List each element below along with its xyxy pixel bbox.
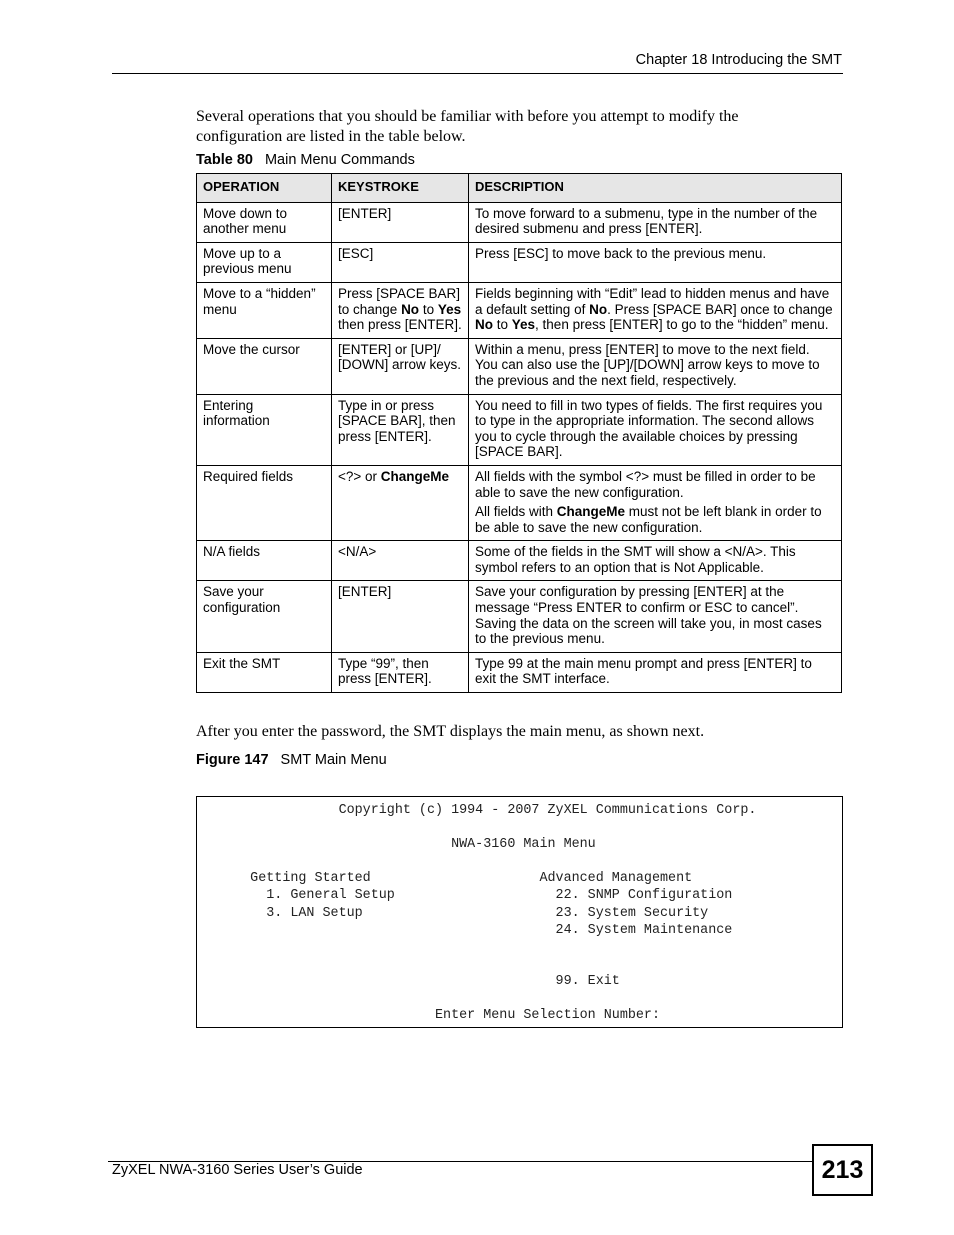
description-cell	[469, 465, 842, 540]
description-cell	[469, 282, 842, 338]
bold-term: ChangeMe	[556, 504, 626, 520]
figure-caption	[196, 752, 387, 768]
cell-text: [ENTER]	[338, 205, 392, 221]
cell-paragraph	[475, 504, 835, 535]
operation-cell	[197, 581, 332, 652]
operation-line: Required fields	[203, 468, 294, 484]
operation-cell	[197, 242, 332, 282]
cell-paragraph	[338, 656, 462, 687]
cell-paragraph	[475, 469, 835, 500]
cell-text: Some of the fields in the SMT will show a <N/A>. This symbol refers to an option that is Not Applicable.	[475, 544, 796, 575]
operation-cell	[197, 465, 332, 540]
cell-text: <?> or	[338, 468, 381, 484]
description-cell	[469, 202, 842, 242]
figure-caption-label: Figure 147	[196, 752, 269, 768]
table-row	[197, 242, 842, 282]
operation-line: Move down to	[203, 205, 288, 221]
cell-paragraph	[338, 342, 462, 373]
smt-main-menu-screen	[196, 796, 843, 1028]
table-row	[197, 202, 842, 242]
after-paragraph: After you enter the password, the SMT displays the main menu, as shown next.	[196, 723, 705, 740]
keystroke-cell	[332, 394, 469, 465]
description-cell	[469, 394, 842, 465]
description-cell	[469, 338, 842, 394]
cell-text: Type 99 at the main menu prompt and press [ENTER] to exit the SMT interface.	[475, 655, 812, 687]
cell-paragraph	[475, 544, 835, 575]
operation-line: Entering	[203, 397, 254, 413]
cell-text: Type in or press [SPACE BAR], then press [ENTER].	[338, 397, 456, 444]
intro-line: Several operations that you should be familiar with before you attempt to modify the	[196, 108, 739, 125]
keystroke-cell	[332, 338, 469, 394]
cell-text: Press [SPACE BAR] to change	[338, 285, 461, 317]
cell-text: , then press [ENTER] to go to the “hidden” menu.	[535, 317, 829, 333]
screen-line: Enter Menu Selection Number:	[210, 1008, 660, 1024]
table-row	[197, 338, 842, 394]
screen-line	[210, 819, 842, 836]
table-row	[197, 652, 842, 692]
keystroke-cell	[332, 202, 469, 242]
screen-line: Getting Started Advanced Management	[210, 871, 693, 887]
cell-text: [ENTER] or [UP]/ [DOWN] arrow keys.	[338, 341, 462, 373]
cell-text: To move forward to a submenu, type in the number of the desired submenu and press [ENTER].	[475, 205, 818, 237]
figure-caption-title: SMT Main Menu	[280, 752, 387, 768]
bold-term: Yes	[511, 317, 536, 333]
cell-paragraph	[475, 656, 835, 687]
header-description: DESCRIPTION	[469, 174, 842, 203]
cell-text: All fields with	[475, 504, 557, 520]
keystroke-cell	[332, 282, 469, 338]
operation-cell	[197, 394, 332, 465]
screen-line: NWA-3160 Main Menu	[210, 837, 596, 853]
operation-cell	[197, 652, 332, 692]
operation-line: Move the cursor	[203, 341, 300, 357]
operation-cell	[197, 338, 332, 394]
cell-text: then press [ENTER].	[338, 317, 462, 333]
screen-line	[210, 956, 842, 973]
bold-term: No	[475, 317, 493, 333]
operation-line: N/A fields	[203, 544, 261, 560]
operation-line: Move to a “hidden”	[203, 285, 316, 301]
cell-paragraph	[338, 286, 462, 333]
cell-text: Fields beginning with “Edit” lead to hidden menus and have a default setting of	[475, 285, 830, 317]
table-caption-label: Table 80	[196, 152, 253, 168]
bold-term: Yes	[437, 301, 462, 317]
cell-text: You need to fill in two types of fields. The first requires you to type in the appropriate information. The second allows you to cycle through the available choices by pressing [SPACE BAR].	[475, 397, 823, 460]
table-row	[197, 465, 842, 540]
operation-line: previous menu	[203, 261, 292, 277]
screen-line	[210, 853, 842, 870]
operation-line: another menu	[203, 221, 287, 237]
screen-line	[210, 939, 842, 956]
bold-term: No	[401, 301, 420, 317]
screen-line: 24. System Maintenance	[210, 922, 733, 938]
header-rule	[112, 73, 843, 74]
description-cell	[469, 541, 842, 581]
cell-text: Save your configuration by pressing [ENTER] at the message “Press ENTER to confirm or ESC to cancel”. Saving the data on the screen will take you, in most cases to the previous menu.	[475, 584, 822, 647]
keystroke-cell	[332, 242, 469, 282]
cell-paragraph	[338, 246, 462, 262]
description-cell	[469, 652, 842, 692]
header-operation: OPERATION	[197, 174, 332, 203]
cell-text: <N/A>	[338, 544, 377, 560]
cell-paragraph	[475, 286, 835, 333]
keystroke-cell	[332, 581, 469, 652]
cell-paragraph	[475, 342, 835, 389]
screen-line: 1. General Setup 22. SNMP Configuration	[210, 888, 733, 904]
guide-title: ZyXEL NWA-3160 Series User’s Guide	[112, 1162, 363, 1178]
cell-text: [ENTER]	[338, 584, 392, 600]
table-row	[197, 541, 842, 581]
chapter-header: Chapter 18 Introducing the SMT	[635, 52, 842, 68]
cell-paragraph	[475, 246, 835, 262]
cell-text: to	[493, 317, 512, 333]
bold-term: No	[589, 301, 608, 317]
cell-paragraph	[475, 206, 835, 237]
table-caption-title: Main Menu Commands	[264, 152, 415, 168]
description-cell	[469, 581, 842, 652]
intro-paragraph	[196, 107, 836, 147]
cell-paragraph	[475, 398, 835, 460]
operation-cell	[197, 282, 332, 338]
operation-line: Move up to a	[203, 245, 282, 261]
operation-line: configuration	[203, 600, 281, 616]
keystroke-cell	[332, 465, 469, 540]
table-caption	[196, 152, 415, 168]
cell-paragraph	[338, 398, 462, 445]
description-cell	[469, 242, 842, 282]
table-row	[197, 282, 842, 338]
table-row	[197, 394, 842, 465]
intro-line: configuration are listed in the table below.	[196, 128, 466, 145]
screen-line: Copyright (c) 1994 - 2007 ZyXEL Communications Corp.	[210, 803, 757, 818]
screen-line: 3. LAN Setup 23. System Security	[210, 905, 709, 921]
cell-paragraph	[338, 584, 462, 600]
cell-text: to	[419, 301, 438, 317]
cell-text: Press [ESC] to move back to the previous menu.	[475, 245, 767, 261]
cell-text: [ESC]	[338, 245, 374, 261]
table-body	[197, 202, 842, 692]
keystroke-cell	[332, 541, 469, 581]
cell-paragraph	[475, 584, 835, 646]
operation-line: information	[203, 413, 270, 429]
smt-screen-text	[197, 797, 842, 1024]
operation-cell	[197, 541, 332, 581]
cell-text: Within a menu, press [ENTER] to move to the next field. You can also use the [UP]/[DOWN] arrow keys to move to the previous and the next field, respectively.	[475, 341, 820, 388]
screen-line	[210, 990, 842, 1007]
cell-text: must not be left blank in order to be able to save the new configuration.	[475, 504, 822, 535]
keystroke-cell	[332, 652, 469, 692]
cell-text: . Press [SPACE BAR] once to change	[607, 301, 833, 317]
operation-cell	[197, 202, 332, 242]
operation-line: Exit the SMT	[203, 655, 281, 671]
table-row	[197, 581, 842, 652]
bold-term: ChangeMe	[380, 468, 450, 484]
cell-paragraph	[338, 469, 462, 485]
cell-text: Type “99”, then press [ENTER].	[338, 655, 432, 687]
table-header-row	[197, 174, 842, 203]
operation-line: Save your	[203, 584, 264, 600]
cell-text: All fields with the symbol <?> must be filled in order to be able to save the new configuration.	[475, 468, 816, 500]
cell-paragraph	[338, 544, 462, 560]
screen-line: 99. Exit	[210, 973, 620, 989]
page-number: 213	[812, 1144, 873, 1196]
cell-paragraph	[338, 206, 462, 222]
header-keystroke: KEYSTROKE	[332, 174, 469, 203]
main-menu-commands-table	[196, 173, 842, 693]
operation-line: menu	[203, 301, 237, 317]
